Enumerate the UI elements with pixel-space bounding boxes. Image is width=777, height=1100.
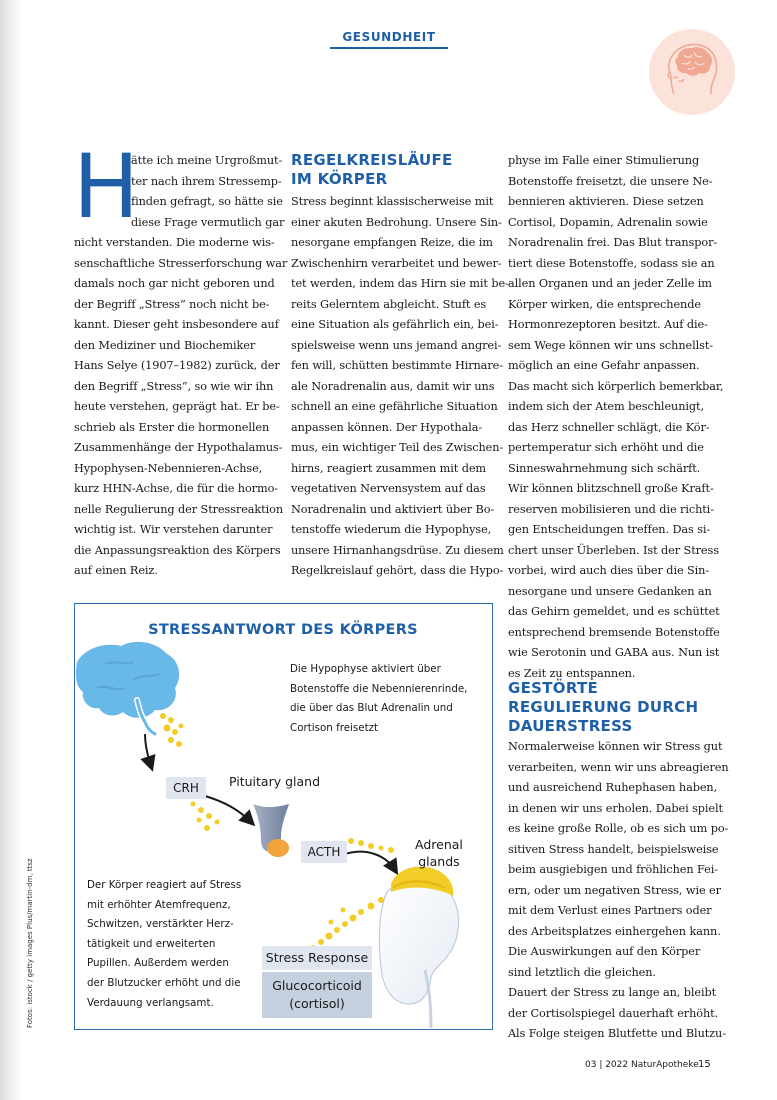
note-line: die über das Blut Adrenalin und: [290, 702, 453, 715]
arrow-brain-to-crh: [145, 734, 151, 766]
text-line: kannt. Dieser geht insbesondere auf: [74, 318, 279, 331]
text-line: Cortisol, Dopamin, Adrenalin sowie: [508, 215, 708, 229]
adrenal-glands-label: [415, 836, 463, 870]
text-line: eine Situation als gefährlich ein, bei-: [291, 318, 499, 331]
text-line: ern, oder um negativen Stress, wie er: [508, 883, 721, 897]
article-column-3: [508, 151, 723, 684]
text-line: reserven mobilisieren und die richti-: [508, 502, 714, 516]
text-line: finden gefragt, so hätte sie: [131, 195, 283, 208]
infobox-title: STRESSANTWORT DES KÖRPERS: [148, 622, 418, 638]
text-line: und ausreichend Ruhephasen haben,: [508, 781, 718, 794]
text-line: es Zeit zu entspannen.: [508, 666, 636, 680]
text-line: physe im Falle einer Stimulierung: [508, 154, 700, 167]
text-line: unsere Hirnanhangsdrüse. Zu diesem: [291, 543, 504, 557]
infobox-note-top: [290, 660, 467, 738]
text-line: senschaftliche Stresserforschung war: [74, 256, 288, 270]
text-line: Stress beginnt klassischerweise mit: [291, 195, 494, 208]
heading-line: GESTÖRTE: [508, 679, 599, 697]
text-line: spielsweise wenn uns jemand angrei-: [291, 338, 502, 352]
text-line: ter nach ihrem Stressemp-: [131, 174, 282, 188]
note-line: tätigkeit und erweiterten: [87, 937, 216, 950]
drop-cap: H: [73, 135, 140, 238]
text-line: sitiven Stress handelt, beispielsweise: [508, 842, 719, 856]
text-line: vegetativen Nervensystem auf das: [291, 482, 486, 495]
text-line: beim ausgiebigen und fröhlichen Fei-: [508, 863, 718, 876]
text-line: den Mediziner und Biochemiker: [74, 338, 256, 352]
stress-response-label: Stress Response: [262, 946, 372, 970]
text-line: Noradrenalin frei. Das Blut transpor-: [508, 236, 718, 249]
stress-response-infobox: [74, 603, 493, 1030]
pituitary-gland-illustration: [253, 804, 289, 857]
text-line: möglich an eine Gefahr anpassen.: [508, 359, 700, 372]
text-line: damals noch gar nicht geboren und: [74, 277, 275, 290]
note-line: Die Hypophyse aktiviert über: [290, 663, 441, 675]
infobox-note-bottom: [87, 876, 241, 1013]
text-line: nesorgane und unsere Gedanken an: [508, 584, 712, 598]
text-line: sind letztlich die gleichen.: [508, 965, 656, 979]
text-line: der Cortisolspiegel dauerhaft erhöht.: [508, 1006, 719, 1020]
text-line: tet werden, indem das Hirn sie mit be-: [291, 277, 509, 290]
text-line: Das macht sich körperlich bemerkbar,: [508, 379, 724, 393]
hormone-particles-adrenal: [310, 897, 384, 951]
note-line: Pupillen. Außerdem werden: [87, 957, 229, 970]
text-line: nicht verstanden. Die moderne wis-: [74, 236, 275, 249]
text-line: die Anpassungsreaktion des Körpers: [74, 543, 281, 557]
text-line: Als Folge steigen Blutfette und Blutzu-: [508, 1027, 726, 1040]
text-line: schrieb als Erster die hormonellen: [74, 420, 270, 434]
text-line: Hypophysen-Nebennieren-Achse,: [74, 461, 263, 475]
text-line: Wir können blitzschnell große Kraft-: [508, 482, 714, 495]
note-line: der Blutzucker erhöht und die: [87, 976, 241, 989]
text-line: nesorgane empfangen Reize, die im: [291, 236, 493, 249]
note-line: Botenstoffe die Nebennierenrinde,: [290, 682, 468, 695]
text-line: allen Organen und an jeder Zelle im: [508, 277, 712, 290]
acth-label: ACTH: [301, 841, 347, 863]
note-line: Der Körper reagiert auf Stress: [87, 879, 242, 891]
text-line: Dauert der Stress zu lange an, bleibt: [508, 986, 717, 999]
text-line: chert unser Überleben. Ist der Stress: [508, 543, 719, 557]
note-line: Schwitzen, verstärkter Herz-: [87, 918, 234, 931]
text-line: mus, ein wichtiger Teil des Zwischen-: [291, 441, 504, 454]
text-line: vorbei, wird auch dies über die Sin-: [508, 564, 710, 577]
text-line: den Begriff „Stress“, so wie wir ihn: [74, 379, 274, 393]
text-line: Botenstoffe freisetzt, die unsere Ne-: [508, 174, 713, 188]
hormone-particles-brain: [160, 713, 184, 747]
text-line: des Arbeitsplatzes einhergehen kann.: [508, 924, 721, 938]
text-line: indem sich der Atem beschleunigt,: [508, 400, 704, 413]
article-column-2: [291, 192, 509, 582]
text-line: fen will, schütten bestimmte Hirnare-: [291, 359, 503, 372]
text-line: Regelkreislauf gehört, dass die Hypo-: [291, 564, 504, 577]
text-line: in denen wir uns erholen. Dabei spielt: [508, 801, 723, 815]
text-line: wie Serotonin und GABA aus. Nun ist: [508, 646, 720, 659]
hormone-particles-crh: [191, 802, 220, 832]
text-line: nelle Regulierung der Stressreaktion: [74, 502, 284, 516]
text-line: wichtig ist. Wir verstehen darunter: [74, 523, 273, 536]
hormone-particles-acth: [348, 838, 394, 853]
heading-line: IM KÖRPER: [291, 170, 388, 188]
heading-line: DAUERSTRESS: [508, 717, 633, 735]
text-line: gen Entscheidungen treffen. Das si-: [508, 523, 711, 536]
crh-label: CRH: [166, 777, 206, 799]
text-line: Zusammenhänge der Hypothalamus-: [74, 441, 283, 454]
text-line: heute verstehen, geprägt hat. Er be-: [74, 400, 280, 413]
text-line: anpassen können. Der Hypothala-: [291, 420, 483, 434]
note-line: Cortison freisetzt: [290, 721, 379, 734]
text-line: Hormonrezeptoren besitzt. Auf die-: [508, 318, 708, 331]
text-line: pertemperatur sich erhöht und die: [508, 441, 704, 454]
text-line: der Begriff „Stress“ noch nicht be-: [74, 297, 270, 311]
label-line: (cortisol): [289, 996, 345, 1011]
text-line: es keine große Rolle, ob es sich um po-: [508, 822, 729, 835]
note-line: Verdauung verlangsamt.: [87, 996, 214, 1009]
arrow-to-pituitary: [205, 796, 251, 822]
text-line: auf einen Reiz.: [74, 564, 158, 577]
text-line: kurz HHN-Achse, die für die hormo-: [74, 482, 278, 495]
note-line: mit erhöhter Atemfrequenz,: [87, 898, 231, 911]
text-line: entsprechend bremsende Botenstoffe: [508, 625, 720, 639]
head-with-brain-icon: [648, 28, 736, 116]
text-line: ätte ich meine Urgroßmut-: [131, 154, 283, 167]
text-line: Zwischenhirn verarbeitet und bewer-: [291, 256, 502, 270]
pituitary-gland-label: Pituitary gland: [229, 774, 321, 789]
arrow-to-adrenal: [345, 852, 395, 870]
text-line: einer akuten Bedrohung. Unsere Sin-: [291, 215, 502, 229]
text-line: verarbeiten, wenn wir uns abreagieren: [508, 760, 729, 774]
footer-folio: 03 | 2022 NaturApotheke: [585, 1060, 699, 1070]
text-line: Sinneswahrnehmung sich schärft.: [508, 461, 701, 475]
heading-gestoerte-regulierung: [508, 679, 698, 736]
text-line: schnell an eine gefährliche Situation: [291, 400, 498, 413]
text-line: diese Frage vermutlich gar: [131, 215, 285, 229]
label-line: Glucocorticoid: [272, 978, 362, 993]
heading-line: REGELKREISLÄUFE: [291, 151, 453, 169]
text-line: ale Noradrenalin aus, damit wir uns: [291, 379, 495, 393]
text-line: hirns, reagiert zusammen mit dem: [291, 461, 487, 475]
heading-regelkreislaeufe: [291, 151, 453, 189]
glucocorticoid-label: [262, 972, 372, 1018]
text-line: Hans Selye (1907–1982) zurück, der: [74, 359, 280, 372]
text-line: Normalerweise können wir Stress gut: [508, 740, 723, 753]
text-line: bennieren aktivieren. Diese setzen: [508, 195, 704, 208]
heading-line: REGULIERUNG DURCH: [508, 698, 699, 716]
label-line: glands: [418, 854, 460, 869]
brain-illustration: [76, 642, 179, 734]
page-number: 15: [698, 1059, 711, 1070]
text-line: das Gehirn gemeldet, und es schüttet: [508, 605, 720, 618]
text-line: mit dem Verlust eines Partners oder: [508, 904, 712, 917]
section-label: GESUNDHEIT: [330, 30, 448, 49]
text-line: Körper wirken, die entsprechende: [508, 297, 701, 311]
article-column-3-continued: [508, 737, 729, 1045]
text-line: tiert diese Botenstoffe, sodass sie an: [508, 256, 715, 270]
text-line: Noradrenalin und aktiviert über Bo-: [291, 502, 495, 516]
text-line: tenstoffe wiederum die Hypophyse,: [291, 523, 492, 536]
kidney-adrenal-illustration: [379, 866, 458, 1028]
photo-credit: Fotos: istock / getty images Plus/martin-dm, ttsz: [26, 858, 34, 1028]
text-line: Die Auswirkungen auf den Körper: [508, 945, 701, 958]
text-line: sem Wege können wir uns schnellst-: [508, 338, 713, 352]
article-column-1: [74, 151, 288, 582]
text-line: das Herz schneller schlägt, die Kör-: [508, 420, 710, 434]
label-line: Adrenal: [415, 837, 463, 852]
text-line: reits Gelerntem abgleicht. Stuft es: [291, 297, 487, 311]
page-spine-shadow: [0, 0, 22, 1100]
